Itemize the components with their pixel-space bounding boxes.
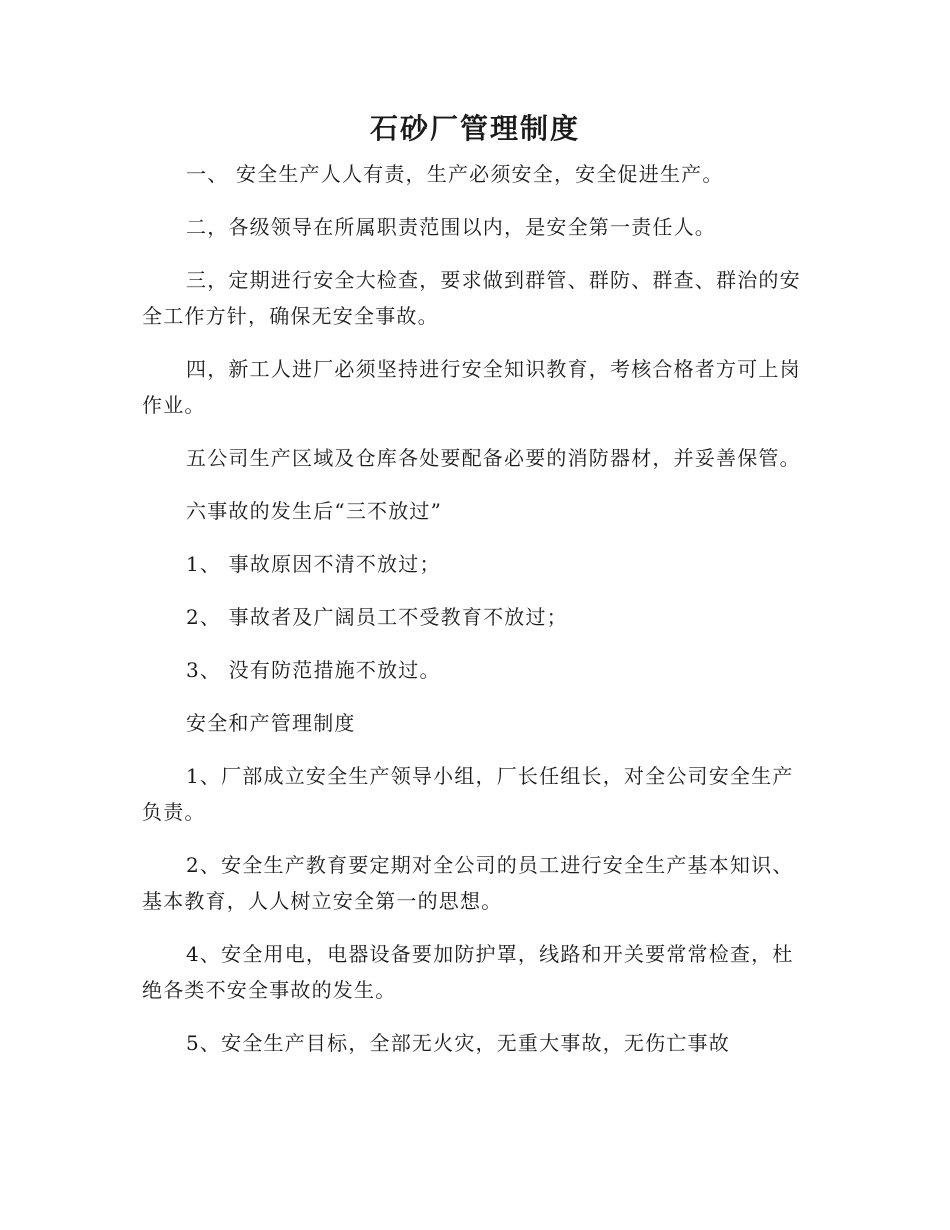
paragraph-6: 六事故的发生后“三不放过” bbox=[186, 499, 443, 523]
document-page bbox=[142, 108, 808, 1078]
list-item-3: 3、 没有防范措施不放过。 bbox=[186, 658, 441, 682]
paragraph-2: 二，各级领导在所属职责范围以内，是安全第一责任人。 bbox=[186, 215, 716, 239]
paragraph-5: 五公司生产区域及仓库各处要配备必要的消防器材，并妥善保管。 bbox=[186, 446, 801, 470]
rule-item-4: 4、安全用电，电器设备要加防护罩，线路和开关要常常检查，杜绝各类不安全事故的发生。 bbox=[142, 942, 794, 1002]
paragraph-1: 一、 安全生产人人有责，生产必须安全，安全促进生产。 bbox=[186, 162, 724, 186]
rule-item-1: 1、厂部成立安全生产领导小组，厂长任组长，对全公司安全生产负责。 bbox=[142, 764, 794, 824]
paragraph-3: 三，定期进行安全大检查，要求做到群管、群防、群查、群治的安全工作方针，确保无安全事故。 bbox=[142, 268, 801, 328]
paragraph-4: 四，新工人进厂必须坚持进行安全知识教育，考核合格者方可上岗作业。 bbox=[142, 357, 801, 417]
section-heading: 安全和产管理制度 bbox=[186, 711, 356, 735]
list-item-2: 2、 事故者及广阔员工不受教育不放过； bbox=[186, 605, 568, 629]
rule-item-2: 2、安全生产教育要定期对全公司的员工进行安全生产基本知识、基本教育，人人树立安全第一的思想。 bbox=[142, 853, 794, 913]
list-item-1: 1、 事故原因不清不放过； bbox=[186, 552, 441, 576]
rule-item-5: 5、安全生产目标，全部无火灾，无重大事故，无伤亡事故 bbox=[186, 1031, 730, 1055]
document-title: 石砂厂管理制度 bbox=[369, 112, 580, 145]
